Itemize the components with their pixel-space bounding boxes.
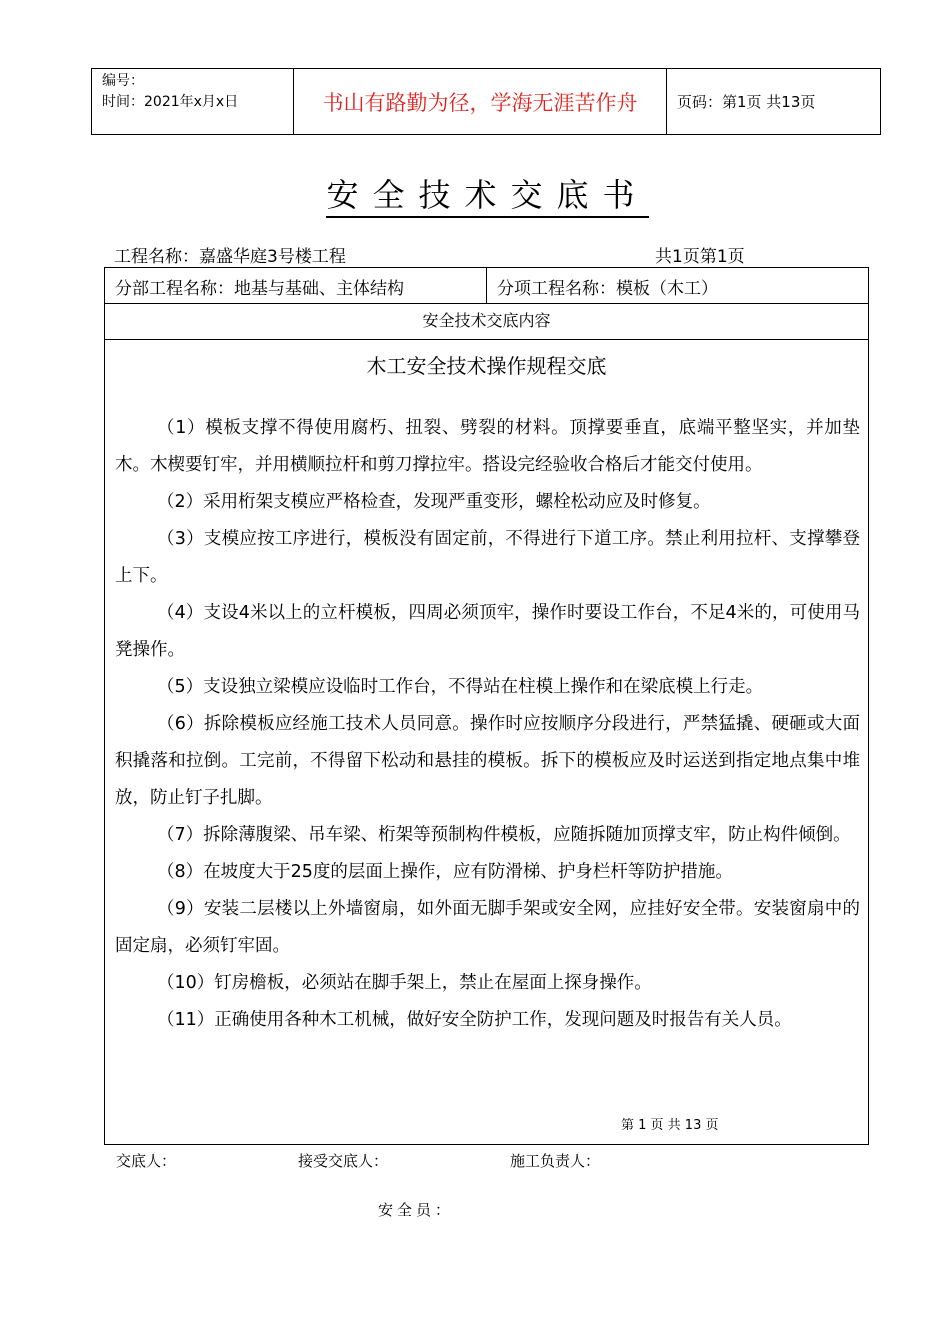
paragraph-6: （6）拆除模板应经施工技术人员同意。操作时应按顺序分段进行，严禁猛撬、硬砸或大面积撬落和拉倒。工完前，不得留下松动和悬挂的模板。拆下的模板应及时运送到指定地点集中堆放，防止钉子扎脚。	[115, 714, 860, 808]
header-page-code: 页码：第1页 共13页	[677, 93, 816, 111]
document-header-table	[91, 68, 881, 135]
signature-construction-lead: 施工负责人：	[510, 1152, 601, 1170]
header-meta-cell	[92, 69, 294, 134]
header-motto: 书山有路勤为径，学海无涯苦作舟	[294, 69, 667, 134]
division-name: 分部工程名称：地基与基础、主体结构	[115, 279, 404, 299]
paragraph-7: （7）拆除薄腹梁、吊车梁、桁架等预制构件模板，应随拆随加顶撑支牢，防止构件倾倒。	[157, 825, 851, 845]
paragraph-4: （4）支设4米以上的立杆模板，四周必须顶牢，操作时要设工作台，不足4米的，可使用马凳操作。	[115, 603, 860, 660]
disclosure-table	[104, 267, 869, 1145]
paragraph-1: （1）模板支撑不得使用腐朽、扭裂、劈裂的材料。顶撑要垂直，底端平整坚实，并加垫木。木楔要钉牢，并用横顺拉杆和剪刀撑拉牢。搭设完经验收合格后才能交付使用。	[115, 418, 860, 475]
signature-receiver: 接受交底人：	[298, 1152, 389, 1170]
paragraph-11: （11）正确使用各种木工机械，做好安全防护工作，发现问题及时报告有关人员。	[157, 1010, 792, 1030]
table-footer-page: 第 1 页 共 13 页	[621, 1118, 719, 1133]
paragraph-9: （9）安装二层楼以上外墙窗扇，如外面无脚手架或安全网，应挂好安全带。安装窗扇中的固定扇，必须钉牢固。	[115, 899, 860, 956]
paragraph-3: （3）支模应按工序进行，模板没有固定前，不得进行下道工序。禁止利用拉杆、支撑攀登上下。	[115, 529, 860, 586]
signature-presenter: 交底人：	[116, 1152, 177, 1170]
document-time-label: 时间：2021年x月x日	[102, 94, 239, 110]
content-subtitle: 木工安全技术操作规程交底	[366, 354, 607, 378]
document-title-wrap	[0, 170, 950, 216]
paragraph-2: （2）采用桁架支模应严格检查，发现严重变形，螺栓松动应及时修复。	[157, 492, 711, 512]
content-heading: 安全技术交底内容	[105, 303, 868, 340]
page-count: 共1页第1页	[655, 247, 745, 267]
division-divider	[486, 268, 487, 303]
paragraph-10: （10）钉房檐板，必须站在脚手架上，禁止在屋面上探身操作。	[157, 973, 652, 993]
document-number-label: 编号：	[102, 73, 144, 89]
division-row	[105, 268, 868, 304]
document-title: 安全技术交底书	[326, 176, 648, 218]
paragraph-8: （8）在坡度大于25度的层面上操作，应有防滑梯、护身栏杆等防护措施。	[157, 862, 733, 882]
paragraph-5: （5）支设独立梁模应设临时工作台，不得站在柱模上操作和在梁底模上行走。	[157, 677, 764, 697]
signature-safety-officer: 安全员：	[378, 1201, 455, 1219]
project-name: 工程名称：嘉盛华庭3号楼工程	[114, 247, 346, 267]
content-body	[115, 410, 860, 1039]
sub-division-name: 分项工程名称：模板（木工）	[497, 279, 718, 299]
